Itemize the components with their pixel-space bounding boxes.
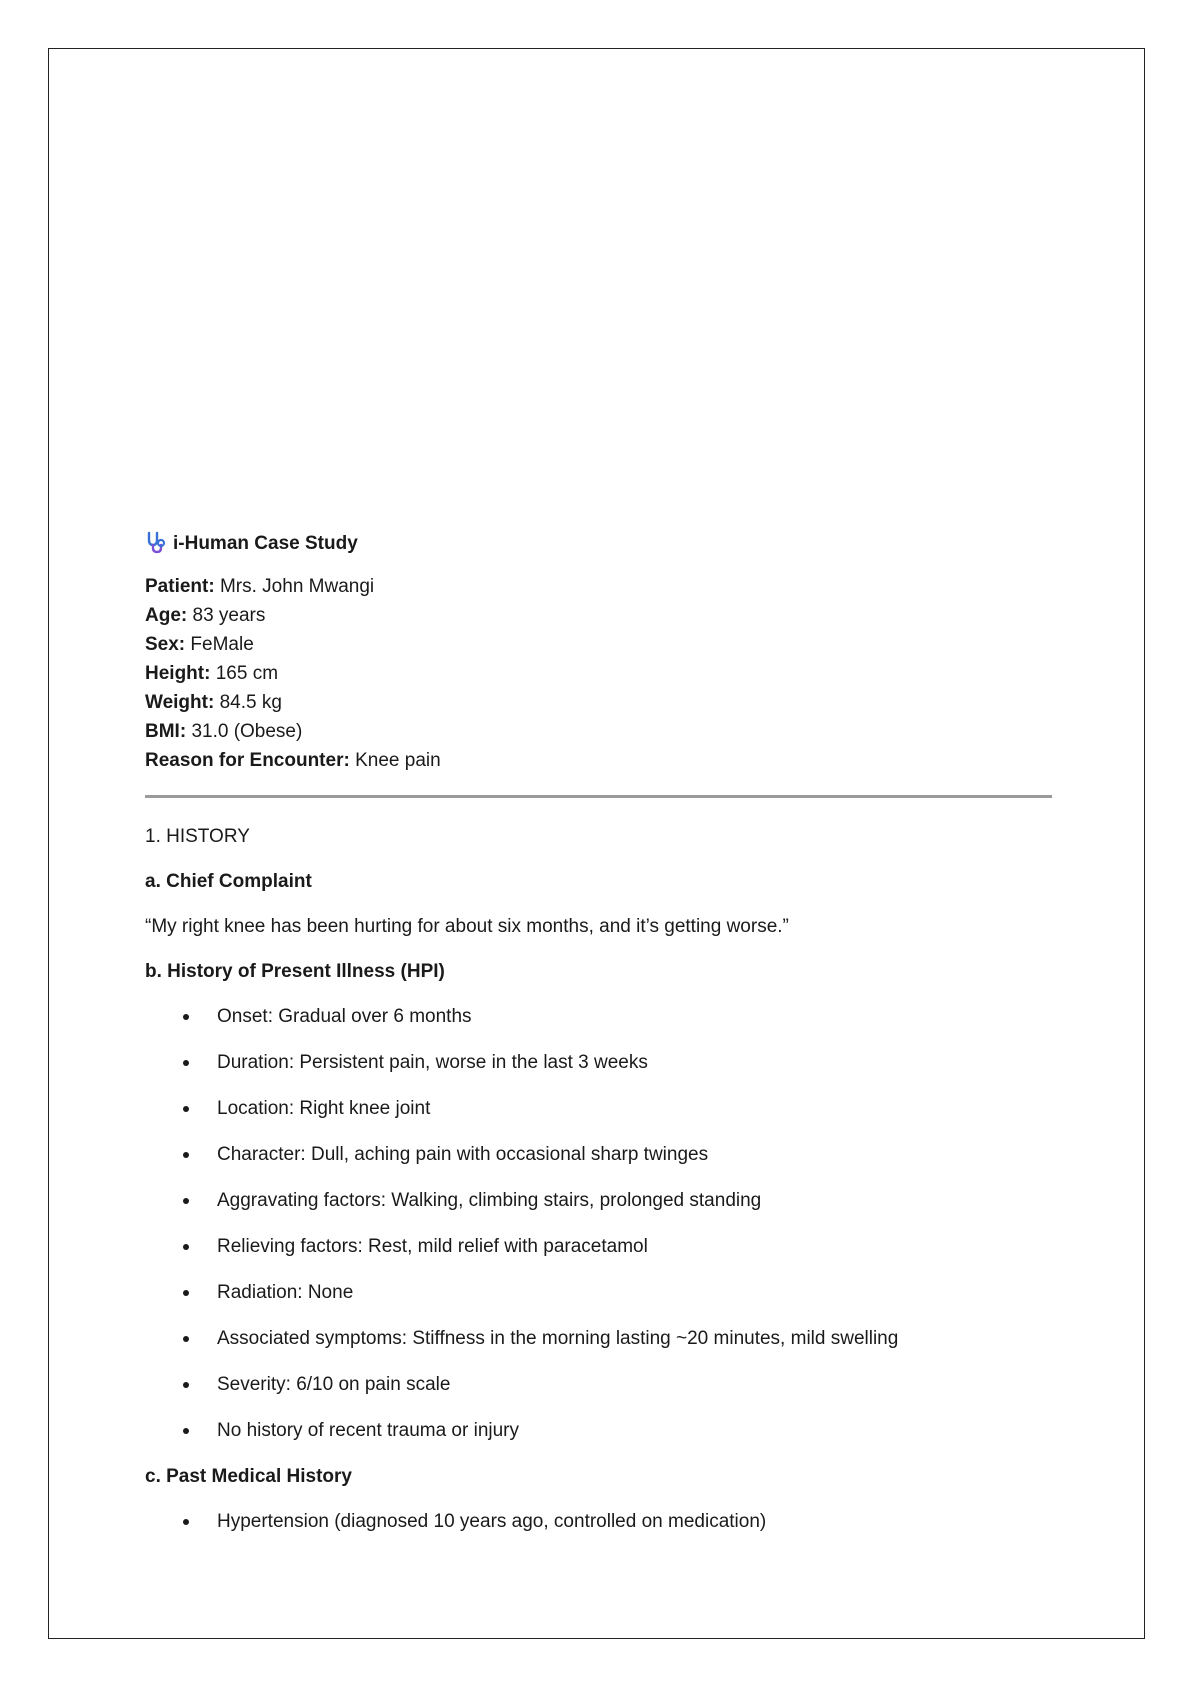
list-item: Associated symptoms: Stiffness in the morning lasting ~20 minutes, mild swelling — [145, 1324, 1055, 1353]
list-item: Aggravating factors: Walking, climbing stairs, prolonged standing — [145, 1186, 1055, 1215]
title-text: i-Human Case Study — [173, 532, 358, 554]
past-medical-list — [145, 1507, 1055, 1536]
hpi-list — [145, 1002, 1055, 1445]
reason-line: Reason for Encounter: Knee pain — [145, 750, 441, 771]
patient-info — [145, 572, 1055, 775]
age-line: Age: 83 years — [145, 605, 266, 626]
document-content — [145, 528, 1055, 1553]
stethoscope-icon — [145, 531, 167, 555]
list-item: Radiation: None — [145, 1278, 1055, 1307]
horizontal-divider — [145, 795, 1052, 798]
weight-line: Weight: 84.5 kg — [145, 692, 282, 713]
list-item: Relieving factors: Rest, mild relief with paracetamol — [145, 1232, 1055, 1261]
list-item: Location: Right knee joint — [145, 1094, 1055, 1123]
list-item: Hypertension (diagnosed 10 years ago, controlled on medication) — [145, 1507, 1055, 1536]
list-item: Duration: Persistent pain, worse in the last 3 weeks — [145, 1048, 1055, 1077]
patient-name-line: Patient: Mrs. John Mwangi — [145, 576, 375, 597]
sex-line: Sex: FeMale — [145, 634, 254, 655]
list-item: Severity: 6/10 on pain scale — [145, 1370, 1055, 1399]
list-item: Character: Dull, aching pain with occasional sharp twinges — [145, 1140, 1055, 1169]
bmi-line: BMI: 31.0 (Obese) — [145, 721, 303, 742]
height-line: Height: 165 cm — [145, 663, 279, 684]
chief-complaint-heading: a. Chief Complaint — [145, 871, 312, 892]
past-medical-history-heading: c. Past Medical History — [145, 1466, 352, 1487]
chief-complaint-quote: “My right knee has been hurting for about six months, and it’s getting worse.” — [145, 916, 789, 937]
history-heading: 1. HISTORY — [145, 826, 250, 847]
case-study-title — [145, 528, 1055, 558]
list-item: Onset: Gradual over 6 months — [145, 1002, 1055, 1031]
list-item: No history of recent trauma or injury — [145, 1416, 1055, 1445]
hpi-heading: b. History of Present Illness (HPI) — [145, 961, 445, 982]
